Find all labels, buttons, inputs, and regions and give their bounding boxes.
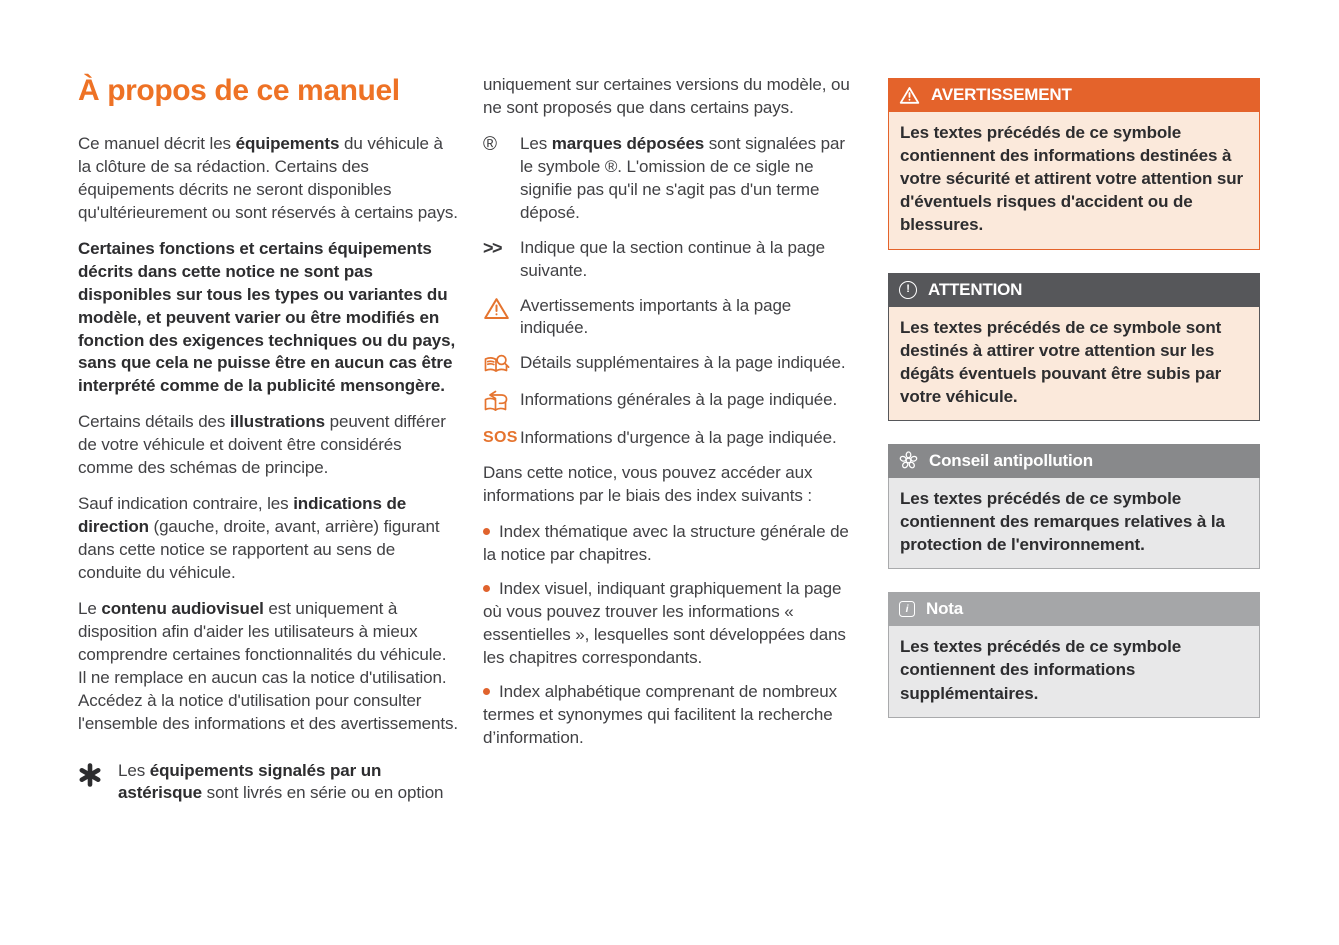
paragraph: Sauf indication contraire, les indications de direction (gauche, droite, avant, arrière) figurant dans cette notice se rapportent au sens de conduite du véhicule. [78,494,440,582]
symbol-item [483,389,861,415]
asterisk-note: Les équipements signalés par un astérisque sont livrés en série ou en option [118,760,444,803]
symbol-item-text: Informations générales à la page indiquée. [520,390,838,410]
book-arrow-icon [483,389,520,415]
warning-triangle-icon [899,86,920,105]
index-bullet: Index alphabétique comprenant de nombreux termes et synonymes qui facilitent la recherche d’information. [483,681,838,747]
bullet-icon [483,585,490,592]
symbol-item-text: Avertissements importants à la page indiquée. [520,295,792,338]
registered-trademark-icon: ® [483,133,497,155]
warning-triangle-icon [483,295,520,341]
symbol-item [483,352,861,377]
asterisk-note-continuation: uniquement sur certaines versions du modèle, ou ne sont proposés que dans certains pays. [483,75,850,117]
callout-header [888,592,1260,626]
symbol-item-text: Les marques déposées sont signalées par le symbole ®. L'omission de ce sigle ne signifie pas qu'il ne s'agit pas d'un terme déposé. [520,133,845,222]
paragraph: Ce manuel décrit les équipements du véhicule à la clôture de sa rédaction. Certains des équipements décrits ne seront disponibles qu'ultérieurement ou sont réservés à certains pays. [78,134,458,222]
symbol-item-text: Indique que la section continue à la page suivante. [520,237,825,280]
callout-attention [888,273,1260,421]
callout-nota [888,592,1260,717]
callout-conseil-antipollution [888,444,1260,569]
callout-body [888,626,1260,717]
callout-text: Les textes précédés de ce symbole contiennent des informations supplémentaires. [900,637,1182,703]
symbol-item [483,427,861,450]
callout-text: Les textes précédés de ce symbole contiennent des informations destinées à votre sécurité et attirent votre attention sur d'éventuels risques d'accident ou de blessures. [900,123,1244,235]
middle-column [483,74,861,761]
info-icon: i [899,601,915,617]
symbol-item [483,133,861,225]
callout-text: Les textes précédés de ce symbole contiennent des remarques relatives à la protection de l'environnement. [900,488,1225,555]
callout-title: AVERTISSEMENT [931,85,1072,104]
callout-header [888,78,1260,112]
callout-column [888,78,1260,741]
bullet-icon [483,528,490,535]
index-intro: Dans cette notice, vous pouvez accéder aux informations par le biais des index suivants : [483,463,813,506]
index-bullet: Index thématique avec la structure générale de la notice par chapitres. [483,522,849,565]
callout-header [888,273,1260,307]
symbol-item [483,295,861,341]
asterisk-icon [78,760,118,806]
bullet-icon [483,688,490,695]
symbol-item-text: Informations d'urgence à la page indiquée. [520,428,837,448]
callout-text: Les textes précédés de ce symbole sont destinés à attirer votre attention sur les dégâts éventuels pouvant être subis par votre véhicule. [900,317,1222,406]
sos-icon: SOS [483,429,518,447]
bold-paragraph: Certaines fonctions et certains équipements décrits dans cette notice ne sont pas disponibles sur tous les types ou variantes du modèle, et peuvent varier ou être modifiés en fonction des exigences techniques ou du pays, sans que cela ne puisse être en aucun cas être interprété comme de la publicité mensongère. [78,238,456,396]
index-bullet: Index visuel, indiquant graphiquement la page où vous pouvez trouver les informations « essentielles », lesquelles sont développées dans les chapitres correspondants. [483,579,846,667]
section-continues-icon: >> [483,237,502,258]
paragraph: Certains détails des illustrations peuvent différer de votre véhicule et doivent être considérés comme des schémas de principe. [78,412,446,478]
book-magnifier-icon [483,352,520,377]
left-column [78,72,458,805]
callout-body [888,112,1260,250]
callout-title: Conseil antipollution [929,450,1093,470]
symbol-item-text: Détails supplémentaires à la page indiquée. [520,353,846,373]
callout-avertissement [888,78,1260,250]
flower-icon [899,451,918,470]
callout-body [888,478,1260,569]
circle-exclamation-icon: ! [899,281,917,299]
paragraph: Le contenu audiovisuel est uniquement à disposition afin d'aider les utilisateurs à mieux comprendre certaines fonctionnalités du véhicule. Il ne remplace en aucun cas la notice d'utilisation. Accédez à la notice d'utilisation pour consulter l'ensemble des informations et des avertissements. [78,598,458,733]
callout-body [888,307,1260,421]
callout-header [888,444,1260,478]
symbol-item [483,237,861,283]
page-title: À propos de ce manuel [78,74,400,107]
callout-title: Nota [926,599,963,619]
asterisk-item [78,760,458,806]
callout-title: ATTENTION [928,279,1023,299]
